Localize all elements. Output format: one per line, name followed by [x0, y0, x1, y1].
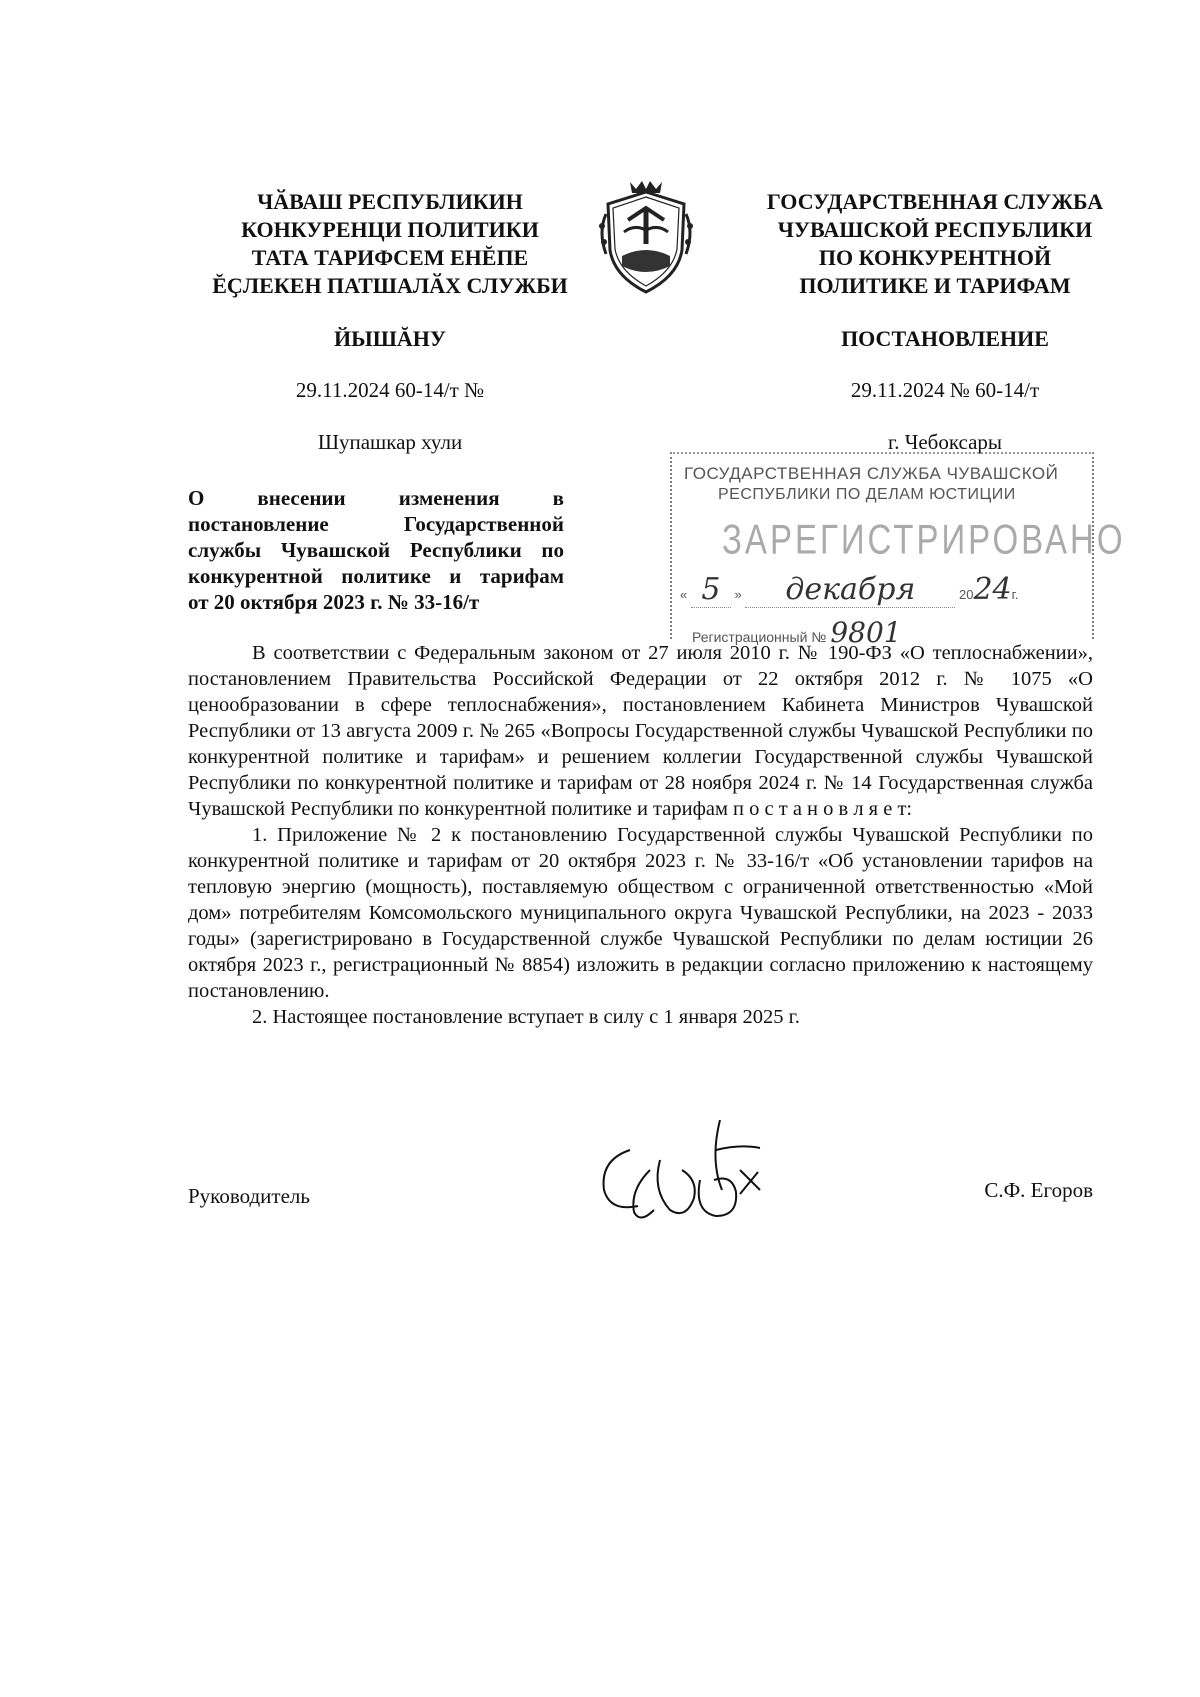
document-body: [188, 640, 1093, 1030]
header-russian: [740, 188, 1130, 300]
header-left-line: ТАТА ТАРИФСЕМ ЕНĔПЕ: [251, 245, 529, 270]
document-subject: [188, 485, 564, 615]
header-left-line: КОНКУРЕНЦИ ПОЛИТИКИ: [241, 217, 539, 242]
doc-number-chuvash: 29.11.2024 60-14/т №: [295, 378, 485, 402]
preamble-paragraph: В соответствии с Федеральным законом от 27 июля 2010 г. № 190-ФЗ «О теплоснабжении», постановлением Правительства Российской Федерации от 22 октября 2012 г. № 1075 «О ценообразовании в сфере теплоснабжения», постановлением Кабинета Министров Чувашской Республики от 13 августа 2009 г. № 265 «Вопросы Государственной службы Чувашской Республики по конкурентной политике и тарифам» и решением коллегии Государственной службы Чувашской Республики по конкурентной политике и тарифам от 28 ноября 2024 г. № 14 Государственная служба Чувашской Республики по конкурентной политике и тарифам п о с т а н о в л я е т:: [188, 642, 1093, 820]
stamp-day: 5: [701, 572, 721, 607]
clause-2-paragraph: 2. Настоящее постановление вступает в силу с 1 января 2025 г.: [252, 1006, 800, 1028]
stamp-date: [680, 572, 1080, 608]
header-right-line: ПО КОНКУРЕНТНОЙ: [818, 245, 1052, 270]
header-chuvash: [200, 188, 580, 300]
city-russian: г. Чебоксары: [887, 430, 1003, 454]
stamp-month: декабря: [785, 572, 916, 607]
doc-type-chuvash: ЙЫШĂНУ: [333, 326, 447, 351]
stamp-quote-close: »: [734, 587, 742, 602]
stamp-line-1: ГОСУДАРСТВЕННАЯ СЛУЖБА ЧУВАШСКОЙ: [684, 464, 1059, 483]
doc-number-russian: 29.11.2024 № 60-14/т: [850, 378, 1040, 402]
subject-line: постановление Государственной: [188, 512, 564, 536]
stamp-quote-open: «: [680, 587, 688, 602]
clause-1-paragraph: 1. Приложение № 2 к постановлению Государственной службы Чувашской Республики по конкурентной политике и тарифам от 20 октября 2023 г. № 33-16/т «Об установлении тарифов на тепловую энергию (мощность), поставляемую обществом с ограниченной ответственностью «Мой дом» потребителям Комсомольского муниципального округа Чувашской Республики, на 2023 - 2033 годы» (зарегистрировано в Государственной службе Чувашской Республики по делам юстиции 26 октября 2023 г., регистрационный № 8854) изложить в редакции согласно приложению к настоящему постановлению.: [188, 824, 1093, 1002]
subject-line: службы Чувашской Республики по: [188, 538, 564, 562]
stamp-year-unit: г.: [1011, 587, 1019, 602]
stamp-year-suffix: 24: [973, 572, 1012, 607]
registration-stamp: [670, 452, 1126, 649]
city-chuvash: Шупашкар хули: [317, 430, 463, 454]
stamp-year-prefix: 20: [958, 587, 974, 602]
subject-line: О внесении изменения в: [188, 486, 564, 510]
subject-line: конкурентной политике и тарифам: [188, 564, 564, 588]
stamp-registered: ЗАРЕГИСТРИРОВАНО: [722, 516, 1126, 563]
header-right-line: ПОЛИТИКЕ И ТАРИФАМ: [799, 273, 1071, 298]
subject-line: от 20 октября 2023 г. № 33-16/т: [188, 590, 480, 614]
signatory-name: С.Ф. Егоров: [984, 1178, 1093, 1202]
stamp-line-2: РЕСПУБЛИКИ ПО ДЕЛАМ ЮСТИЦИИ: [718, 486, 1016, 503]
header-right-line: ГОСУДАРСТВЕННАЯ СЛУЖБА: [766, 189, 1104, 214]
chuvash-emblem-icon: [596, 180, 696, 298]
header-left-line: ĔҪЛЕКЕН ПАТШАЛӐХ СЛУЖБИ: [212, 273, 568, 298]
stamp-regno-label: Регистрационный №: [692, 629, 827, 645]
handwritten-signature-icon: [590, 1120, 790, 1230]
doc-type-russian: ПОСТАНОВЛЕНИЕ: [841, 326, 1049, 351]
header-right-line: ЧУВАШСКОЙ РЕСПУБЛИКИ: [777, 217, 1093, 242]
header-left-line: ЧӐВАШ РЕСПУБЛИКИН: [257, 189, 523, 214]
signatory-position: Руководитель: [188, 1184, 310, 1208]
stamp-regno-value: 9801: [830, 616, 902, 649]
